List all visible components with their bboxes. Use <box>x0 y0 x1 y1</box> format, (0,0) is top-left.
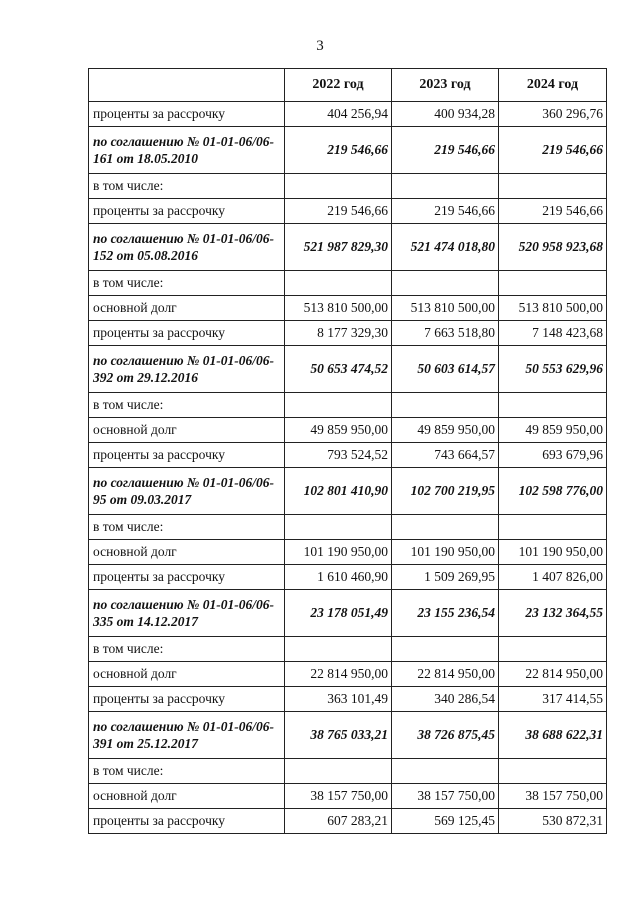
value-cell-2022: 607 283,21 <box>285 809 392 834</box>
value-cell-2024: 693 679,96 <box>499 443 607 468</box>
value-cell-2022: 101 190 950,00 <box>285 540 392 565</box>
table-row <box>89 199 607 224</box>
value-cell-2024 <box>499 759 607 784</box>
row-label: в том числе: <box>89 637 285 662</box>
value-cell-2024: 38 688 622,31 <box>499 712 607 759</box>
header-year-2022: 2022 год <box>285 69 392 102</box>
budget-table <box>88 68 607 834</box>
row-label: основной долг <box>89 418 285 443</box>
row-label: в том числе: <box>89 759 285 784</box>
row-label: основной долг <box>89 296 285 321</box>
value-cell-2024: 219 546,66 <box>499 127 607 174</box>
row-label: проценты за рассрочку <box>89 443 285 468</box>
value-cell-2022: 23 178 051,49 <box>285 590 392 637</box>
value-cell-2022: 49 859 950,00 <box>285 418 392 443</box>
value-cell-2023 <box>392 271 499 296</box>
value-cell-2024: 101 190 950,00 <box>499 540 607 565</box>
value-cell-2022: 219 546,66 <box>285 127 392 174</box>
value-cell-2023: 49 859 950,00 <box>392 418 499 443</box>
value-cell-2022: 38 157 750,00 <box>285 784 392 809</box>
row-label: основной долг <box>89 784 285 809</box>
value-cell-2023: 340 286,54 <box>392 687 499 712</box>
agreement-row <box>89 468 607 515</box>
row-label: в том числе: <box>89 393 285 418</box>
row-label: по соглашению № 01-01-06/06-391 от 25.12.2017 <box>89 712 285 759</box>
value-cell-2022: 521 987 829,30 <box>285 224 392 271</box>
row-label: проценты за рассрочку <box>89 102 285 127</box>
value-cell-2024: 50 553 629,96 <box>499 346 607 393</box>
header-year-2024: 2024 год <box>499 69 607 102</box>
value-cell-2024: 360 296,76 <box>499 102 607 127</box>
value-cell-2022: 50 653 474,52 <box>285 346 392 393</box>
value-cell-2023: 22 814 950,00 <box>392 662 499 687</box>
value-cell-2023: 219 546,66 <box>392 199 499 224</box>
value-cell-2024: 49 859 950,00 <box>499 418 607 443</box>
header-row <box>89 69 607 102</box>
value-cell-2024 <box>499 271 607 296</box>
value-cell-2023: 219 546,66 <box>392 127 499 174</box>
page-number: 3 <box>316 38 324 54</box>
agreement-row <box>89 224 607 271</box>
header-label-cell <box>89 69 285 102</box>
value-cell-2023 <box>392 393 499 418</box>
row-label: по соглашению № 01-01-06/06-161 от 18.05.2010 <box>89 127 285 174</box>
table-body <box>89 102 607 834</box>
row-label: в том числе: <box>89 174 285 199</box>
value-cell-2022: 793 524,52 <box>285 443 392 468</box>
table-row <box>89 662 607 687</box>
table-row <box>89 515 607 540</box>
value-cell-2024: 520 958 923,68 <box>499 224 607 271</box>
table-row <box>89 565 607 590</box>
header-year-2023: 2023 год <box>392 69 499 102</box>
row-label: по соглашению № 01-01-06/06-95 от 09.03.2017 <box>89 468 285 515</box>
row-label: проценты за рассрочку <box>89 199 285 224</box>
row-label: проценты за рассрочку <box>89 809 285 834</box>
value-cell-2024: 317 414,55 <box>499 687 607 712</box>
value-cell-2024: 219 546,66 <box>499 199 607 224</box>
value-cell-2024: 22 814 950,00 <box>499 662 607 687</box>
table-row <box>89 321 607 346</box>
value-cell-2024: 1 407 826,00 <box>499 565 607 590</box>
row-label: в том числе: <box>89 515 285 540</box>
agreement-row <box>89 127 607 174</box>
value-cell-2022: 513 810 500,00 <box>285 296 392 321</box>
value-cell-2023: 569 125,45 <box>392 809 499 834</box>
value-cell-2023 <box>392 637 499 662</box>
row-label: основной долг <box>89 540 285 565</box>
row-label: проценты за рассрочку <box>89 321 285 346</box>
table-row <box>89 443 607 468</box>
value-cell-2024: 530 872,31 <box>499 809 607 834</box>
table-row <box>89 271 607 296</box>
value-cell-2024: 38 157 750,00 <box>499 784 607 809</box>
table-row <box>89 759 607 784</box>
value-cell-2024 <box>499 637 607 662</box>
row-label: основной долг <box>89 662 285 687</box>
value-cell-2023 <box>392 515 499 540</box>
value-cell-2023 <box>392 174 499 199</box>
row-label: по соглашению № 01-01-06/06-335 от 14.12.2017 <box>89 590 285 637</box>
value-cell-2023: 101 190 950,00 <box>392 540 499 565</box>
value-cell-2024: 513 810 500,00 <box>499 296 607 321</box>
value-cell-2022: 22 814 950,00 <box>285 662 392 687</box>
value-cell-2023 <box>392 759 499 784</box>
agreement-row <box>89 346 607 393</box>
row-label: по соглашению № 01-01-06/06-152 от 05.08.2016 <box>89 224 285 271</box>
value-cell-2022 <box>285 637 392 662</box>
value-cell-2022 <box>285 271 392 296</box>
value-cell-2022: 219 546,66 <box>285 199 392 224</box>
value-cell-2022: 404 256,94 <box>285 102 392 127</box>
table-row <box>89 687 607 712</box>
value-cell-2023: 1 509 269,95 <box>392 565 499 590</box>
value-cell-2023: 50 603 614,57 <box>392 346 499 393</box>
value-cell-2022 <box>285 174 392 199</box>
value-cell-2024 <box>499 515 607 540</box>
value-cell-2023: 400 934,28 <box>392 102 499 127</box>
value-cell-2022: 363 101,49 <box>285 687 392 712</box>
agreement-row <box>89 590 607 637</box>
value-cell-2023: 38 726 875,45 <box>392 712 499 759</box>
row-label: проценты за рассрочку <box>89 687 285 712</box>
row-label: в том числе: <box>89 271 285 296</box>
table-row <box>89 296 607 321</box>
value-cell-2022 <box>285 759 392 784</box>
table-row <box>89 540 607 565</box>
value-cell-2022 <box>285 393 392 418</box>
value-cell-2023: 7 663 518,80 <box>392 321 499 346</box>
value-cell-2023: 513 810 500,00 <box>392 296 499 321</box>
value-cell-2024 <box>499 393 607 418</box>
row-label: проценты за рассрочку <box>89 565 285 590</box>
value-cell-2022: 38 765 033,21 <box>285 712 392 759</box>
value-cell-2023: 743 664,57 <box>392 443 499 468</box>
value-cell-2023: 38 157 750,00 <box>392 784 499 809</box>
value-cell-2023: 521 474 018,80 <box>392 224 499 271</box>
value-cell-2024: 102 598 776,00 <box>499 468 607 515</box>
agreement-row <box>89 712 607 759</box>
table-row <box>89 809 607 834</box>
table-row <box>89 784 607 809</box>
table-row <box>89 102 607 127</box>
value-cell-2022: 102 801 410,90 <box>285 468 392 515</box>
value-cell-2024: 7 148 423,68 <box>499 321 607 346</box>
value-cell-2024: 23 132 364,55 <box>499 590 607 637</box>
table-row <box>89 393 607 418</box>
table-header <box>89 69 607 102</box>
value-cell-2022: 1 610 460,90 <box>285 565 392 590</box>
value-cell-2023: 23 155 236,54 <box>392 590 499 637</box>
value-cell-2023: 102 700 219,95 <box>392 468 499 515</box>
table-row <box>89 174 607 199</box>
value-cell-2024 <box>499 174 607 199</box>
value-cell-2022 <box>285 515 392 540</box>
table-row <box>89 637 607 662</box>
value-cell-2022: 8 177 329,30 <box>285 321 392 346</box>
table-row <box>89 418 607 443</box>
row-label: по соглашению № 01-01-06/06-392 от 29.12.2016 <box>89 346 285 393</box>
